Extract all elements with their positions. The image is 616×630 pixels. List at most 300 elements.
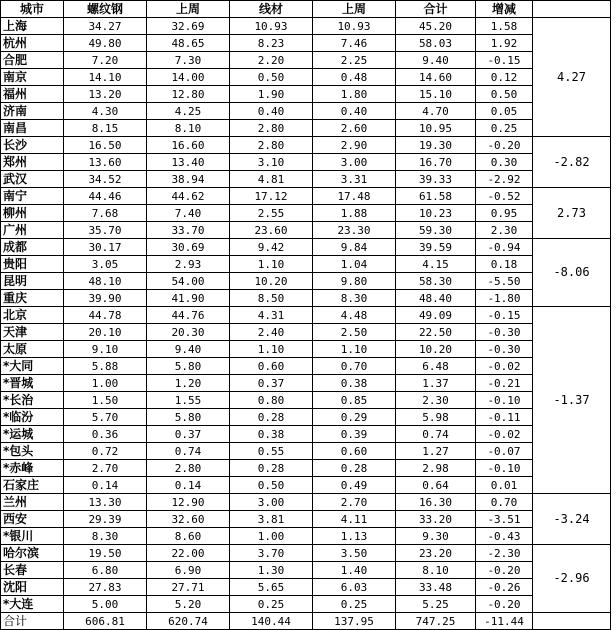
wire-rod-cell: 2.80 xyxy=(230,120,313,137)
total-cell: 10.20 xyxy=(396,341,476,358)
table-row xyxy=(1,392,611,409)
city-cell: 上海 xyxy=(1,18,64,35)
city-cell: 重庆 xyxy=(1,290,64,307)
wire-rod-cell: 2.55 xyxy=(230,205,313,222)
rebar-last-week-cell: 7.30 xyxy=(147,52,230,69)
rebar-cell: 7.20 xyxy=(64,52,147,69)
total-cell: 6.48 xyxy=(396,358,476,375)
rebar-last-week-cell: 4.25 xyxy=(147,103,230,120)
rebar-cell: 20.10 xyxy=(64,324,147,341)
total-cell: 10.23 xyxy=(396,205,476,222)
rebar-cell: 4.30 xyxy=(64,103,147,120)
wire-rod-cell: 1.10 xyxy=(230,256,313,273)
wire-rod-cell: 1.90 xyxy=(230,86,313,103)
total-wire-rod-cell: 140.44 xyxy=(230,613,313,630)
city-cell: 武汉 xyxy=(1,171,64,188)
wire-rod-cell: 0.50 xyxy=(230,477,313,494)
table-row xyxy=(1,477,611,494)
table-row xyxy=(1,324,611,341)
change-cell: -3.51 xyxy=(476,511,533,528)
change-cell: 2.30 xyxy=(476,222,533,239)
city-cell: 南宁 xyxy=(1,188,64,205)
rebar-cell: 9.10 xyxy=(64,341,147,358)
rebar-last-week-cell: 2.93 xyxy=(147,256,230,273)
header-rebar: 螺纹钢 xyxy=(64,1,147,18)
table-row xyxy=(1,562,611,579)
table-row xyxy=(1,596,611,613)
wire-rod-last-week-cell: 7.46 xyxy=(313,35,396,52)
rebar-last-week-cell: 5.80 xyxy=(147,358,230,375)
rebar-last-week-cell: 6.90 xyxy=(147,562,230,579)
header-wire-rod: 线材 xyxy=(230,1,313,18)
city-cell: 郑州 xyxy=(1,154,64,171)
city-cell: 济南 xyxy=(1,103,64,120)
city-cell: 杭州 xyxy=(1,35,64,52)
total-cell: 39.59 xyxy=(396,239,476,256)
wire-rod-cell: 2.80 xyxy=(230,137,313,154)
change-cell: 0.01 xyxy=(476,477,533,494)
table-row xyxy=(1,52,611,69)
rebar-last-week-cell: 14.00 xyxy=(147,69,230,86)
change-cell: -0.30 xyxy=(476,324,533,341)
total-cell: 33.20 xyxy=(396,511,476,528)
wire-rod-cell: 10.93 xyxy=(230,18,313,35)
total-cell: 10.95 xyxy=(396,120,476,137)
wire-rod-last-week-cell: 0.60 xyxy=(313,443,396,460)
wire-rod-last-week-cell: 0.38 xyxy=(313,375,396,392)
change-cell: -2.30 xyxy=(476,545,533,562)
rebar-cell: 0.36 xyxy=(64,426,147,443)
wire-rod-last-week-cell: 1.80 xyxy=(313,86,396,103)
rebar-cell: 16.50 xyxy=(64,137,147,154)
rebar-last-week-cell: 33.70 xyxy=(147,222,230,239)
total-cell: 2.98 xyxy=(396,460,476,477)
total-cell: 4.70 xyxy=(396,103,476,120)
region-change-cell: -2.82 xyxy=(533,137,611,188)
wire-rod-cell: 0.38 xyxy=(230,426,313,443)
city-cell: 昆明 xyxy=(1,273,64,290)
city-cell: *运城 xyxy=(1,426,64,443)
rebar-cell: 19.50 xyxy=(64,545,147,562)
rebar-last-week-cell: 0.74 xyxy=(147,443,230,460)
city-cell: 哈尔滨 xyxy=(1,545,64,562)
city-cell: *临汾 xyxy=(1,409,64,426)
rebar-last-week-cell: 5.80 xyxy=(147,409,230,426)
region-change-cell: 4.27 xyxy=(533,18,611,137)
wire-rod-cell: 0.28 xyxy=(230,460,313,477)
total-cell: 48.40 xyxy=(396,290,476,307)
city-cell: 南京 xyxy=(1,69,64,86)
rebar-cell: 7.68 xyxy=(64,205,147,222)
wire-rod-cell: 8.50 xyxy=(230,290,313,307)
rebar-last-week-cell: 44.76 xyxy=(147,307,230,324)
rebar-last-week-cell: 30.69 xyxy=(147,239,230,256)
wire-rod-last-week-cell: 9.84 xyxy=(313,239,396,256)
table-row xyxy=(1,460,611,477)
table-row xyxy=(1,188,611,205)
total-cell: 22.50 xyxy=(396,324,476,341)
table-row xyxy=(1,358,611,375)
table-row xyxy=(1,222,611,239)
rebar-last-week-cell: 38.94 xyxy=(147,171,230,188)
change-cell: 0.12 xyxy=(476,69,533,86)
wire-rod-last-week-cell: 2.25 xyxy=(313,52,396,69)
change-cell: -0.21 xyxy=(476,375,533,392)
wire-rod-cell: 0.80 xyxy=(230,392,313,409)
change-cell: 0.18 xyxy=(476,256,533,273)
rebar-cell: 39.90 xyxy=(64,290,147,307)
wire-rod-last-week-cell: 3.00 xyxy=(313,154,396,171)
total-cell: 2.30 xyxy=(396,392,476,409)
total-cell: 58.30 xyxy=(396,273,476,290)
wire-rod-cell: 23.60 xyxy=(230,222,313,239)
table-row xyxy=(1,137,611,154)
table-row xyxy=(1,511,611,528)
total-cell: 1.27 xyxy=(396,443,476,460)
city-cell: 石家庄 xyxy=(1,477,64,494)
wire-rod-last-week-cell: 6.03 xyxy=(313,579,396,596)
city-cell: *长治 xyxy=(1,392,64,409)
wire-rod-last-week-cell: 0.48 xyxy=(313,69,396,86)
wire-rod-last-week-cell: 1.04 xyxy=(313,256,396,273)
wire-rod-last-week-cell: 0.85 xyxy=(313,392,396,409)
wire-rod-last-week-cell: 0.49 xyxy=(313,477,396,494)
change-cell: 0.70 xyxy=(476,494,533,511)
header-blank xyxy=(533,1,611,18)
wire-rod-last-week-cell: 8.30 xyxy=(313,290,396,307)
rebar-last-week-cell: 16.60 xyxy=(147,137,230,154)
change-cell: -0.07 xyxy=(476,443,533,460)
wire-rod-cell: 9.42 xyxy=(230,239,313,256)
table-row xyxy=(1,341,611,358)
total-cell: 0.64 xyxy=(396,477,476,494)
wire-rod-last-week-cell: 0.70 xyxy=(313,358,396,375)
wire-rod-cell: 3.10 xyxy=(230,154,313,171)
wire-rod-last-week-cell: 3.31 xyxy=(313,171,396,188)
wire-rod-cell: 0.60 xyxy=(230,358,313,375)
city-cell: *包头 xyxy=(1,443,64,460)
total-cell: 49.09 xyxy=(396,307,476,324)
change-cell: 1.92 xyxy=(476,35,533,52)
change-cell: 0.95 xyxy=(476,205,533,222)
total-cell: 4.15 xyxy=(396,256,476,273)
total-cell: 61.58 xyxy=(396,188,476,205)
wire-rod-last-week-cell: 10.93 xyxy=(313,18,396,35)
rebar-last-week-cell: 8.60 xyxy=(147,528,230,545)
rebar-last-week-cell: 13.40 xyxy=(147,154,230,171)
header-rebar-last-week: 上周 xyxy=(147,1,230,18)
city-cell: 长沙 xyxy=(1,137,64,154)
rebar-last-week-cell: 27.71 xyxy=(147,579,230,596)
wire-rod-last-week-cell: 9.80 xyxy=(313,273,396,290)
rebar-cell: 3.05 xyxy=(64,256,147,273)
change-cell: -0.20 xyxy=(476,596,533,613)
rebar-last-week-cell: 12.90 xyxy=(147,494,230,511)
total-cell: 1.37 xyxy=(396,375,476,392)
rebar-last-week-cell: 48.65 xyxy=(147,35,230,52)
rebar-last-week-cell: 7.40 xyxy=(147,205,230,222)
change-cell: 0.25 xyxy=(476,120,533,137)
change-cell: -1.80 xyxy=(476,290,533,307)
wire-rod-cell: 1.30 xyxy=(230,562,313,579)
rebar-last-week-cell: 54.00 xyxy=(147,273,230,290)
table-row xyxy=(1,103,611,120)
rebar-last-week-cell: 44.62 xyxy=(147,188,230,205)
rebar-cell: 0.72 xyxy=(64,443,147,460)
total-total-cell: 747.25 xyxy=(396,613,476,630)
total-blank-cell xyxy=(533,613,611,630)
region-change-cell: -1.37 xyxy=(533,307,611,494)
rebar-last-week-cell: 2.80 xyxy=(147,460,230,477)
rebar-cell: 1.00 xyxy=(64,375,147,392)
rebar-cell: 5.70 xyxy=(64,409,147,426)
city-cell: 兰州 xyxy=(1,494,64,511)
change-cell: -5.50 xyxy=(476,273,533,290)
city-cell: *银川 xyxy=(1,528,64,545)
wire-rod-last-week-cell: 1.40 xyxy=(313,562,396,579)
wire-rod-cell: 5.65 xyxy=(230,579,313,596)
city-cell: 北京 xyxy=(1,307,64,324)
table-row xyxy=(1,86,611,103)
total-cell: 59.30 xyxy=(396,222,476,239)
change-cell: -0.02 xyxy=(476,358,533,375)
wire-rod-cell: 10.20 xyxy=(230,273,313,290)
wire-rod-last-week-cell: 1.10 xyxy=(313,341,396,358)
region-change-cell: -8.06 xyxy=(533,239,611,307)
total-rebar-cell: 606.81 xyxy=(64,613,147,630)
table-row xyxy=(1,35,611,52)
wire-rod-last-week-cell: 3.50 xyxy=(313,545,396,562)
wire-rod-last-week-cell: 0.40 xyxy=(313,103,396,120)
total-row xyxy=(1,613,611,630)
rebar-cell: 0.14 xyxy=(64,477,147,494)
total-cell: 8.10 xyxy=(396,562,476,579)
rebar-cell: 6.80 xyxy=(64,562,147,579)
rebar-last-week-cell: 12.80 xyxy=(147,86,230,103)
change-cell: -0.43 xyxy=(476,528,533,545)
city-cell: 成都 xyxy=(1,239,64,256)
wire-rod-cell: 3.00 xyxy=(230,494,313,511)
total-cell: 5.98 xyxy=(396,409,476,426)
rebar-cell: 8.30 xyxy=(64,528,147,545)
rebar-last-week-cell: 5.20 xyxy=(147,596,230,613)
wire-rod-last-week-cell: 2.90 xyxy=(313,137,396,154)
wire-rod-cell: 0.40 xyxy=(230,103,313,120)
rebar-last-week-cell: 1.55 xyxy=(147,392,230,409)
rebar-last-week-cell: 9.40 xyxy=(147,341,230,358)
rebar-cell: 8.15 xyxy=(64,120,147,137)
rebar-cell: 13.60 xyxy=(64,154,147,171)
table-row xyxy=(1,426,611,443)
city-cell: *大同 xyxy=(1,358,64,375)
wire-rod-cell: 0.37 xyxy=(230,375,313,392)
total-cell: 9.40 xyxy=(396,52,476,69)
table-row xyxy=(1,545,611,562)
wire-rod-cell: 17.12 xyxy=(230,188,313,205)
wire-rod-cell: 1.00 xyxy=(230,528,313,545)
total-label: 合计 xyxy=(1,613,64,630)
table-row xyxy=(1,205,611,222)
city-cell: 西安 xyxy=(1,511,64,528)
city-cell: 南昌 xyxy=(1,120,64,137)
wire-rod-last-week-cell: 4.48 xyxy=(313,307,396,324)
change-cell: -0.26 xyxy=(476,579,533,596)
rebar-cell: 2.70 xyxy=(64,460,147,477)
wire-rod-last-week-cell: 4.11 xyxy=(313,511,396,528)
total-cell: 16.30 xyxy=(396,494,476,511)
change-cell: -0.30 xyxy=(476,341,533,358)
wire-rod-cell: 4.81 xyxy=(230,171,313,188)
rebar-last-week-cell: 22.00 xyxy=(147,545,230,562)
table-row xyxy=(1,239,611,256)
total-cell: 15.10 xyxy=(396,86,476,103)
city-cell: 合肥 xyxy=(1,52,64,69)
change-cell: -0.10 xyxy=(476,392,533,409)
rebar-last-week-cell: 0.37 xyxy=(147,426,230,443)
region-change-cell: -3.24 xyxy=(533,494,611,545)
change-cell: -0.94 xyxy=(476,239,533,256)
city-cell: 沈阳 xyxy=(1,579,64,596)
total-cell: 16.70 xyxy=(396,154,476,171)
city-cell: 广州 xyxy=(1,222,64,239)
header-total: 合计 xyxy=(396,1,476,18)
table-row xyxy=(1,69,611,86)
rebar-last-week-cell: 32.69 xyxy=(147,18,230,35)
total-cell: 39.33 xyxy=(396,171,476,188)
wire-rod-cell: 8.23 xyxy=(230,35,313,52)
change-cell: -0.15 xyxy=(476,307,533,324)
wire-rod-last-week-cell: 17.48 xyxy=(313,188,396,205)
rebar-last-week-cell: 8.10 xyxy=(147,120,230,137)
rebar-cell: 34.27 xyxy=(64,18,147,35)
region-change-cell: 2.73 xyxy=(533,188,611,239)
total-cell: 19.30 xyxy=(396,137,476,154)
change-cell: 0.50 xyxy=(476,86,533,103)
change-cell: -0.20 xyxy=(476,562,533,579)
rebar-cell: 27.83 xyxy=(64,579,147,596)
city-cell: 长春 xyxy=(1,562,64,579)
total-cell: 45.20 xyxy=(396,18,476,35)
total-cell: 58.03 xyxy=(396,35,476,52)
city-cell: *晋城 xyxy=(1,375,64,392)
city-cell: 太原 xyxy=(1,341,64,358)
wire-rod-cell: 0.25 xyxy=(230,596,313,613)
city-cell: 贵阳 xyxy=(1,256,64,273)
wire-rod-cell: 0.55 xyxy=(230,443,313,460)
table-row xyxy=(1,154,611,171)
total-wire-rod-last-week-cell: 137.95 xyxy=(313,613,396,630)
total-cell: 23.20 xyxy=(396,545,476,562)
rebar-cell: 34.52 xyxy=(64,171,147,188)
wire-rod-cell: 4.31 xyxy=(230,307,313,324)
rebar-cell: 5.88 xyxy=(64,358,147,375)
wire-rod-last-week-cell: 0.25 xyxy=(313,596,396,613)
rebar-last-week-cell: 41.90 xyxy=(147,290,230,307)
table-row xyxy=(1,443,611,460)
table-row xyxy=(1,290,611,307)
wire-rod-last-week-cell: 2.50 xyxy=(313,324,396,341)
wire-rod-cell: 2.40 xyxy=(230,324,313,341)
wire-rod-last-week-cell: 0.29 xyxy=(313,409,396,426)
change-cell: -0.02 xyxy=(476,426,533,443)
wire-rod-last-week-cell: 0.39 xyxy=(313,426,396,443)
table-row xyxy=(1,494,611,511)
header-wire-rod-last-week: 上周 xyxy=(313,1,396,18)
total-cell: 5.25 xyxy=(396,596,476,613)
rebar-cell: 48.10 xyxy=(64,273,147,290)
change-cell: 0.05 xyxy=(476,103,533,120)
rebar-cell: 30.17 xyxy=(64,239,147,256)
rebar-cell: 5.00 xyxy=(64,596,147,613)
wire-rod-last-week-cell: 1.88 xyxy=(313,205,396,222)
total-cell: 0.74 xyxy=(396,426,476,443)
table-body xyxy=(1,18,611,630)
rebar-cell: 35.70 xyxy=(64,222,147,239)
header-city: 城市 xyxy=(1,1,64,18)
table-row xyxy=(1,273,611,290)
rebar-cell: 29.39 xyxy=(64,511,147,528)
wire-rod-cell: 0.28 xyxy=(230,409,313,426)
wire-rod-last-week-cell: 2.60 xyxy=(313,120,396,137)
table-row xyxy=(1,307,611,324)
rebar-last-week-cell: 32.60 xyxy=(147,511,230,528)
table-row xyxy=(1,409,611,426)
total-rebar-last-week-cell: 620.74 xyxy=(147,613,230,630)
rebar-last-week-cell: 0.14 xyxy=(147,477,230,494)
table-row xyxy=(1,256,611,273)
wire-rod-cell: 0.50 xyxy=(230,69,313,86)
region-change-cell: -2.96 xyxy=(533,545,611,613)
city-cell: 福州 xyxy=(1,86,64,103)
header-change: 增减 xyxy=(476,1,533,18)
table-row xyxy=(1,579,611,596)
change-cell: -2.92 xyxy=(476,171,533,188)
wire-rod-cell: 3.81 xyxy=(230,511,313,528)
city-cell: 天津 xyxy=(1,324,64,341)
wire-rod-last-week-cell: 2.70 xyxy=(313,494,396,511)
total-cell: 33.48 xyxy=(396,579,476,596)
table-row xyxy=(1,528,611,545)
change-cell: -0.11 xyxy=(476,409,533,426)
change-cell: -0.20 xyxy=(476,137,533,154)
table-row xyxy=(1,18,611,35)
change-cell: -0.15 xyxy=(476,52,533,69)
rebar-cell: 44.46 xyxy=(64,188,147,205)
change-cell: -0.10 xyxy=(476,460,533,477)
total-change-cell: -11.44 xyxy=(476,613,533,630)
wire-rod-last-week-cell: 0.28 xyxy=(313,460,396,477)
header-row xyxy=(1,1,611,18)
rebar-cell: 49.80 xyxy=(64,35,147,52)
rebar-last-week-cell: 20.30 xyxy=(147,324,230,341)
city-cell: *赤峰 xyxy=(1,460,64,477)
wire-rod-cell: 1.10 xyxy=(230,341,313,358)
total-cell: 14.60 xyxy=(396,69,476,86)
city-cell: *大连 xyxy=(1,596,64,613)
rebar-cell: 44.78 xyxy=(64,307,147,324)
city-cell: 柳州 xyxy=(1,205,64,222)
table-row xyxy=(1,375,611,392)
rebar-last-week-cell: 1.20 xyxy=(147,375,230,392)
table-row xyxy=(1,171,611,188)
rebar-cell: 13.20 xyxy=(64,86,147,103)
table-row xyxy=(1,120,611,137)
wire-rod-cell: 2.20 xyxy=(230,52,313,69)
total-cell: 9.30 xyxy=(396,528,476,545)
wire-rod-last-week-cell: 23.30 xyxy=(313,222,396,239)
rebar-cell: 1.50 xyxy=(64,392,147,409)
wire-rod-last-week-cell: 1.13 xyxy=(313,528,396,545)
